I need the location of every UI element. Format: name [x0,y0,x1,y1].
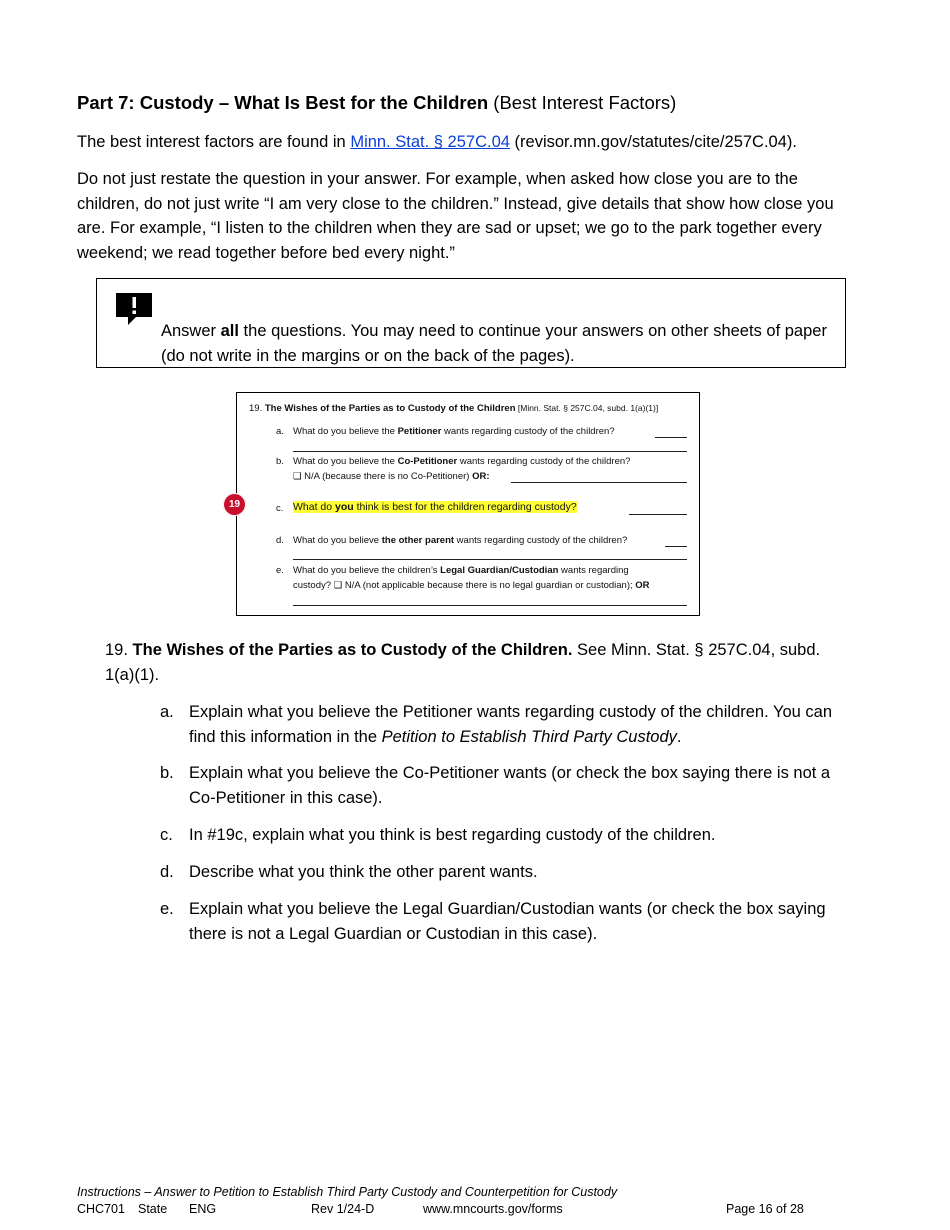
excerpt-d-text2: wants regarding custody of the children? [454,535,628,546]
answer-line [293,451,687,452]
excerpt-d-bold: the other parent [381,535,455,546]
excerpt-d-text: What do you believe [293,535,382,546]
heading-subtitle: (Best Interest Factors) [488,92,677,113]
excerpt-letter-a: a. [276,426,284,437]
excerpt-letter-c: c. [276,503,284,514]
excerpt-item-b [293,456,630,467]
excerpt-e-checkbox: custody? ❑ N/A (not applicable because there is no legal guardian or custodian); [293,580,636,591]
page-heading [77,92,676,114]
item-19-cite: See Minn. Stat. § 257C.04, subd. 1(a)(1). [105,641,821,684]
excerpt-item-c [293,501,577,513]
excerpt-b-checkbox-line [293,471,490,482]
footer-code: CHC701 [77,1202,125,1216]
list-text: Explain what you believe the Legal Guardian/Custodian wants (or check the box saying there is not a Legal Guardian or Custodian in this case). [189,900,826,943]
excerpt-c-highlight [293,501,577,513]
list-text: Explain what you believe the Co-Petitioner wants (or check the box saying there is not a Co-Petitioner in this case). [189,764,831,807]
item-19-title: The Wishes of the Parties as to Custody of the Children. [132,641,573,659]
excerpt-e-or: OR [635,580,650,591]
statute-link[interactable]: Minn. Stat. § 257C.04 [350,133,510,151]
excerpt-question-title [249,403,658,414]
list-text [189,700,849,749]
excerpt-b-text2: wants regarding custody of the children? [457,456,631,467]
excerpt-item-a [293,426,615,437]
intro-paragraph [77,130,847,155]
excerpt-a-text2: wants regarding custody of the children? [441,426,615,437]
excerpt-e-line2 [293,580,650,591]
list-text-part: . [676,727,682,746]
question-number-badge: 19 [223,493,246,516]
answer-line [293,605,687,606]
excerpt-letter-b: b. [276,456,284,467]
note-text-part: Answer [161,322,221,340]
heading-bold: Part 7: Custody – What Is Best for the Children [77,92,489,113]
instruction-paragraph: Do not just restate the question in your answer. For example, when asked how close you are to the children, do not just write “I am very close to the children.” Instead, give details that show how close you are. For example, “I listen to the children when they are sad or upset; we go to the park together every weekend; we read together before bed every night.” [77,170,834,262]
note-text-part: the questions. You may need to continue your answers on other sheets of paper (do not write in the margins or on the back of the pages). [161,322,827,365]
excerpt-num: 19. [249,403,263,414]
footer-title: Instructions – Answer to Petition to Establish Third Party Custody and Counterpetition for Custody [77,1185,618,1199]
answer-line [665,546,687,547]
excerpt-letter-d: d. [276,535,284,546]
excerpt-item-d [293,535,627,546]
answer-line [629,514,687,515]
footer-page-number: Page 16 of 28 [726,1202,804,1216]
answer-line [511,482,687,483]
excerpt-c-text: What do [293,501,336,513]
footer-language: ENG [189,1202,217,1216]
footer-jurisdiction: State [138,1202,168,1216]
list-text-part: Explain what you believe the Petitioner wants regarding custody of the children. You can find this information in the [189,703,832,746]
excerpt-b-or: OR: [472,471,490,482]
excerpt-e-text: What do you believe the children’s [293,565,441,576]
excerpt-item-e [293,565,629,576]
excerpt-c-bold: you [335,501,354,513]
item-19 [105,638,835,687]
note-text [161,319,831,368]
excerpt-a-text: What do you believe the [293,426,398,437]
form-excerpt [236,392,700,616]
excerpt-e-text2: wants regarding [558,565,629,576]
excerpt-b-text: What do you believe the [293,456,398,467]
note-emphasis: all [220,322,239,340]
petition-title: Petition to Establish Third Party Custody [381,727,677,746]
excerpt-c-text2: think is best for the children regarding custody? [353,501,577,513]
answer-line [293,559,687,560]
answer-line [655,437,687,438]
excerpt-title: The Wishes of the Parties as to Custody of the Children [264,403,516,414]
excerpt-e-bold: Legal Guardian/Custodian [440,565,559,576]
exclamation-speech-icon [114,291,154,327]
intro-text: The best interest factors are found in [77,133,351,151]
list-text: In #19c, explain what you think is best regarding custody of the children. [189,826,716,844]
list-letter: b. [160,764,174,782]
footer-url: www.mncourts.gov/forms [423,1202,563,1216]
list-text: Describe what you think the other parent wants. [189,863,538,881]
excerpt-a-bold: Petitioner [397,426,442,437]
excerpt-letter-e: e. [276,565,284,576]
list-letter: e. [160,900,174,918]
note-box [96,278,846,368]
list-letter: a. [160,703,174,721]
excerpt-b-checkbox: ❑ N/A (because there is no Co-Petitioner) [293,471,473,482]
excerpt-cite: [Minn. Stat. § 257C.04, subd. 1(a)(1)] [515,403,659,413]
intro-url-text: (revisor.mn.gov/statutes/cite/257C.04). [509,133,797,151]
item-19-number: 19. [105,641,128,659]
footer-revision: Rev 1/24-D [311,1202,375,1216]
list-letter: d. [160,863,174,881]
excerpt-b-bold: Co-Petitioner [397,456,458,467]
list-letter: c. [160,826,173,844]
